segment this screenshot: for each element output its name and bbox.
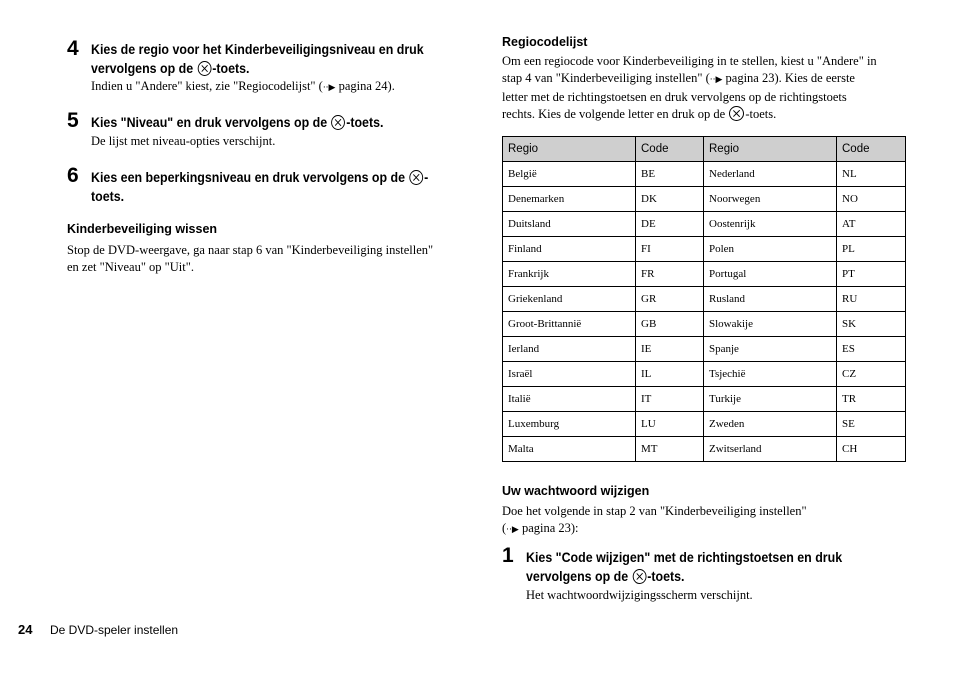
password-line-1: Doe het volgende in stap 2 van "Kinderbeveiliging instellen" — [502, 504, 807, 518]
region-cell: Rusland — [704, 287, 837, 312]
password-line-2-post: pagina 23): — [518, 521, 579, 535]
code-cell: IL — [636, 362, 704, 387]
reset-heading: Kinderbeveiliging wissen — [67, 222, 218, 236]
region-cell: Zwitserland — [704, 437, 837, 462]
cross-button-icon — [331, 115, 345, 130]
password-step-number: 1 — [502, 544, 514, 567]
table-body — [503, 162, 906, 462]
regiocodes-line-4 — [502, 106, 877, 123]
step-6-title-post: - — [424, 170, 429, 185]
table-row — [503, 287, 906, 312]
regiocodes-line-1: Om een regiocode voor Kinderbeveiliging in te stellen, kiest u "Andere" in — [502, 54, 877, 68]
step-4-title-line2 — [91, 59, 477, 78]
code-cell: GB — [636, 312, 704, 337]
table-row — [503, 412, 906, 437]
region-cell: Tsjechië — [704, 362, 837, 387]
step-4-title-pre: vervolgens op de — [91, 61, 197, 76]
code-cell: TR — [837, 387, 906, 412]
regiocodes-line-3: letter met de richtingstoetsen en druk vervolgens op de richtingstoets — [502, 90, 847, 104]
code-cell: IE — [636, 337, 704, 362]
password-step-note: Het wachtwoordwijzigingsscherm verschijnt. — [526, 588, 753, 602]
code-cell: SE — [837, 412, 906, 437]
step-5-note: De lijst met niveau-opties verschijnt. — [91, 134, 276, 148]
password-line-2 — [502, 520, 807, 539]
code-cell: BE — [636, 162, 704, 187]
step-4-title-line1: Kies de regio voor het Kinderbeveiligingsniveau en druk — [91, 42, 424, 57]
code-cell: GR — [636, 287, 704, 312]
reset-line-1: Stop de DVD-weergave, ga naar stap 6 van "Kinderbeveiliging instellen" — [67, 243, 434, 257]
code-cell: FR — [636, 262, 704, 287]
code-cell: DE — [636, 212, 704, 237]
region-cell: België — [503, 162, 636, 187]
region-cell: Israël — [503, 362, 636, 387]
code-cell: FI — [636, 237, 704, 262]
region-cell: Denemarken — [503, 187, 636, 212]
step-6-number: 6 — [67, 164, 79, 187]
regiocodes-line-2-pre: stap 4 van "Kinderbeveiliging instellen" ( — [502, 71, 710, 85]
region-cell: Slowakije — [704, 312, 837, 337]
step-4-title — [91, 40, 477, 78]
step-4-note-post: pagina 24). — [335, 79, 395, 93]
password-step-line-2-post: -toets. — [647, 569, 685, 584]
step-5-number: 5 — [67, 109, 79, 132]
code-cell: AT — [837, 212, 906, 237]
table-header-row — [503, 137, 906, 162]
step-4-title-post: -toets. — [212, 61, 250, 76]
region-cell: Oostenrijk — [704, 212, 837, 237]
column-header-code: Code — [837, 137, 906, 162]
region-cell: Zweden — [704, 412, 837, 437]
table-row — [503, 362, 906, 387]
password-paragraph — [502, 503, 807, 539]
region-code-table — [502, 136, 906, 462]
table-row — [503, 337, 906, 362]
cross-button-icon — [633, 569, 647, 584]
code-cell: PT — [837, 262, 906, 287]
regiocodes-line-4-pre: rechts. Kies de volgende letter en druk op de — [502, 107, 729, 121]
regiocodes-heading: Regiocodelijst — [502, 35, 588, 49]
code-cell: LU — [636, 412, 704, 437]
page-reference-arrow-icon: ··▶ — [322, 83, 336, 93]
region-cell: Polen — [704, 237, 837, 262]
reset-paragraph — [67, 242, 433, 276]
step-6-title — [91, 168, 477, 206]
region-cell: Groot-Brittannië — [503, 312, 636, 337]
region-cell: Spanje — [704, 337, 837, 362]
table-row — [503, 262, 906, 287]
page-number: 24 — [18, 622, 33, 637]
password-step-line-2-pre: vervolgens op de — [526, 569, 632, 584]
region-cell: Noorwegen — [704, 187, 837, 212]
password-step-line-2 — [526, 567, 912, 586]
code-cell: CH — [837, 437, 906, 462]
column-header-code: Code — [636, 137, 704, 162]
step-4-note-pre: Indien u "Andere" kiest, zie "Regiocodelijst" ( — [91, 79, 323, 93]
password-step-title — [526, 548, 912, 586]
regiocodes-line-4-post: -toets. — [745, 107, 777, 121]
region-cell: Ierland — [503, 337, 636, 362]
code-cell: ES — [837, 337, 906, 362]
region-cell: Portugal — [704, 262, 837, 287]
step-4-number: 4 — [67, 37, 79, 60]
regiocodes-line-2-post: pagina 23). Kies de eerste — [722, 71, 855, 85]
code-cell: NL — [837, 162, 906, 187]
page-reference-arrow-icon: ··▶ — [506, 525, 519, 535]
region-cell: Griekenland — [503, 287, 636, 312]
region-cell: Frankrijk — [503, 262, 636, 287]
table-row — [503, 312, 906, 337]
step-6-title-line2: toets. — [91, 189, 125, 204]
step-5-title-post: -toets. — [346, 115, 384, 130]
code-cell: NO — [837, 187, 906, 212]
cross-button-icon — [409, 170, 423, 185]
column-header-region: Regio — [503, 137, 636, 162]
region-cell: Nederland — [704, 162, 837, 187]
step-6-title-pre: Kies een beperkingsniveau en druk vervolgens op de — [91, 170, 409, 185]
section-title: De DVD-speler instellen — [50, 623, 179, 637]
regiocodes-line-2 — [502, 70, 877, 89]
column-header-region: Regio — [704, 137, 837, 162]
code-cell: IT — [636, 387, 704, 412]
region-cell: Malta — [503, 437, 636, 462]
code-cell: RU — [837, 287, 906, 312]
table-row — [503, 237, 906, 262]
region-cell: Italië — [503, 387, 636, 412]
table-row — [503, 212, 906, 237]
code-cell: PL — [837, 237, 906, 262]
cross-button-icon — [729, 106, 744, 121]
password-step-line-1: Kies "Code wijzigen" met de richtingstoetsen en druk — [526, 550, 843, 565]
code-cell: DK — [636, 187, 704, 212]
table-row — [503, 162, 906, 187]
region-cell: Duitsland — [503, 212, 636, 237]
region-cell: Finland — [503, 237, 636, 262]
password-heading: Uw wachtwoord wijzigen — [502, 484, 650, 498]
password-line-2-pre: ( — [502, 521, 507, 535]
code-cell: SK — [837, 312, 906, 337]
code-cell: MT — [636, 437, 704, 462]
table-row — [503, 387, 906, 412]
table-row — [503, 437, 906, 462]
region-cell: Turkije — [704, 387, 837, 412]
step-5-title — [91, 113, 383, 132]
table-row — [503, 187, 906, 212]
regiocodes-paragraph — [502, 53, 877, 123]
cross-button-icon — [198, 61, 212, 76]
page-reference-arrow-icon: ··▶ — [709, 75, 723, 85]
code-cell: CZ — [837, 362, 906, 387]
step-6-title-line1 — [91, 168, 477, 187]
step-5-title-pre: Kies "Niveau" en druk vervolgens op de — [91, 115, 331, 130]
reset-line-2: en zet "Niveau" op "Uit". — [67, 260, 194, 274]
region-cell: Luxemburg — [503, 412, 636, 437]
step-4-note — [91, 78, 395, 97]
